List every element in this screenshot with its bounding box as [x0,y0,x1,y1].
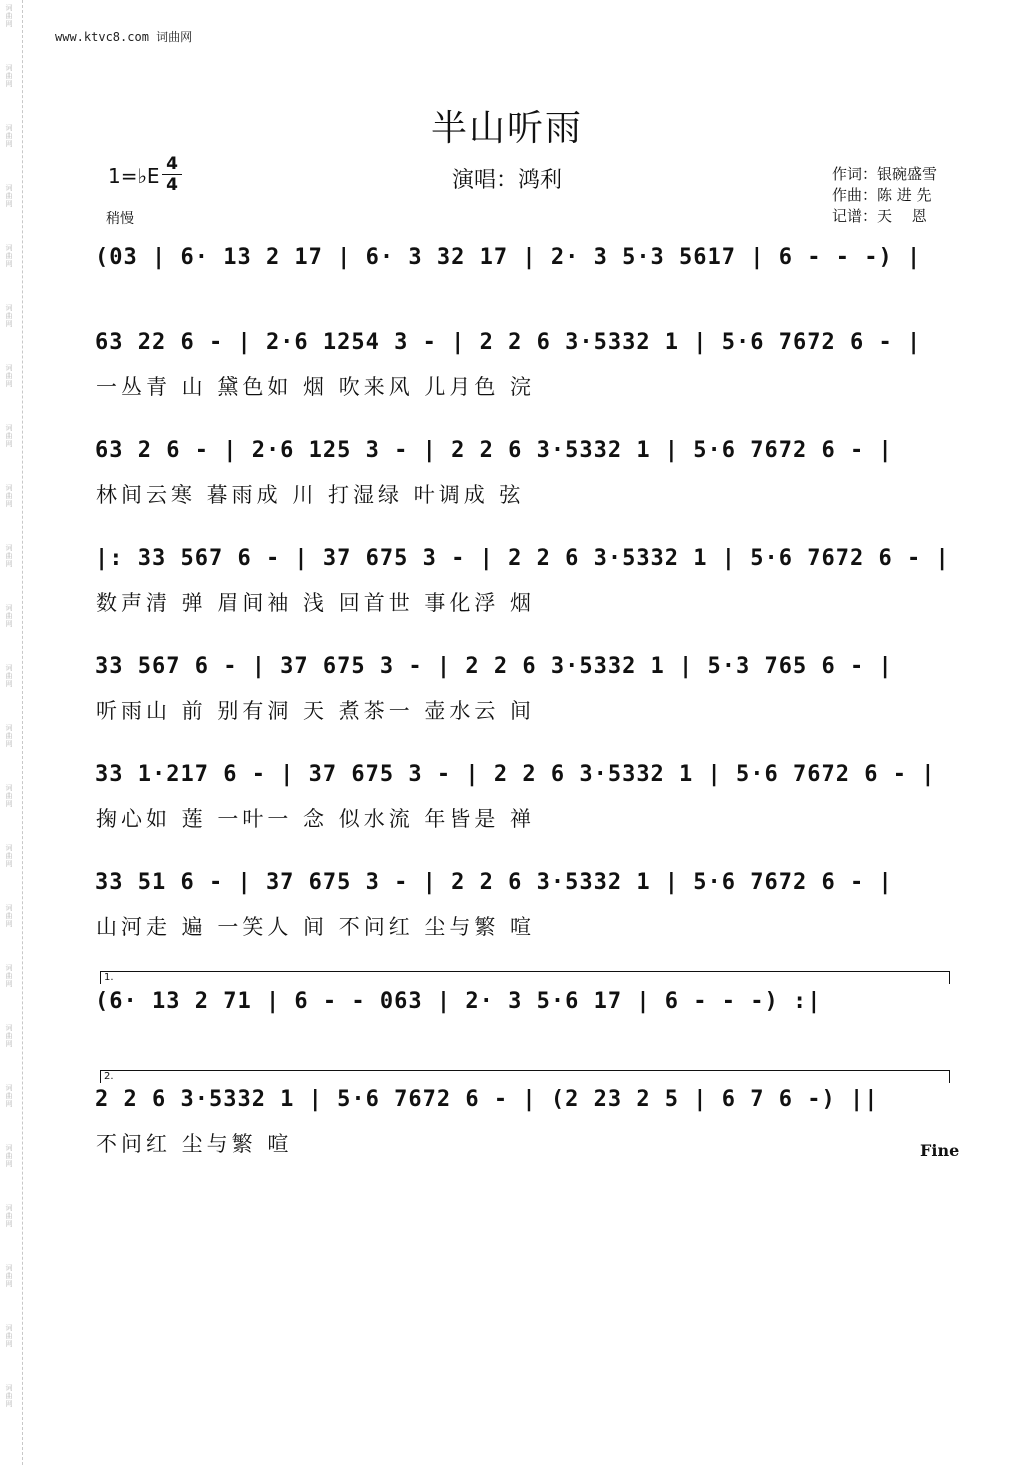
watermark-text: 词 曲 网 [5,4,13,28]
score-line-4: 33 567 6 - | 37 675 3 - | 2 2 6 3·5332 1 | 5·3 765 6 - | [95,654,893,679]
second-ending-bracket [100,1070,950,1083]
watermark-text: 词 曲 网 [5,244,13,268]
singer-label: 演唱：鸿利 [451,168,562,193]
watermark-text: 词 曲 网 [5,724,13,748]
watermark-text: 词 曲 网 [5,304,13,328]
transcriber-credit: 记谱：天 恩 [832,207,927,225]
score-line-6: 33 51 6 - | 37 675 3 - | 2 2 6 3·5332 1 | 5·6 7672 6 - | [95,870,893,895]
time-signature [162,154,182,195]
watermark-text: 词 曲 网 [5,1144,13,1168]
fine-marking: Fine [920,1141,960,1160]
first-ending-label: 1. [104,972,114,983]
first-ending-bracket [100,971,950,984]
score-line-1: 63 22 6 - | 2·6 1254 3 - | 2 2 6 3·5332 1 | 5·6 7672 6 - | [95,330,922,355]
lyricist-credit: 作词：银碗盛雪 [832,165,938,183]
watermark-text: 词 曲 网 [5,544,13,568]
song-title: 半山听雨 [430,108,583,149]
watermark-text: 词 曲 网 [5,1264,13,1288]
watermark-text: 词 曲 网 [5,364,13,388]
lyric-line-4: 听雨山 前 别有洞 天 煮茶一 壶水云 间 [96,699,536,723]
score-second-ending: 2 2 6 3·5332 1 | 5·6 7672 6 - | (2 23 2 5 | 6 7 6 -) || [95,1087,879,1112]
watermark-text: 词 曲 网 [5,424,13,448]
score-intro: (03 | 6· 13 2 17 | 6· 3 32 17 | 2· 3 5·3 5617 | 6 - - -) | [95,245,922,270]
score-line-3: |: 33 567 6 - | 37 675 3 - | 2 2 6 3·5332 1 | 5·6 7672 6 - | [95,546,950,571]
lyric-line-2: 林间云寒 暮雨成 川 打湿绿 叶调成 弦 [96,483,525,507]
watermark-text: 词 曲 网 [5,784,13,808]
watermark-text: 词 曲 网 [5,1324,13,1348]
watermark-text: 词 曲 网 [5,184,13,208]
time-signature-top: 4 [166,154,178,174]
watermark-text: 词 曲 网 [5,1204,13,1228]
score-line-2: 63 2 6 - | 2·6 125 3 - | 2 2 6 3·5332 1 | 5·6 7672 6 - | [95,438,893,463]
lyric-line-3: 数声清 弹 眉间袖 浅 回首世 事化浮 烟 [96,591,536,615]
watermark-text: 词 曲 网 [5,124,13,148]
site-header: www.ktvc8.com 词曲网 [55,30,193,44]
score-first-ending: (6· 13 2 71 | 6 - - 063 | 2· 3 5·6 17 | 6 - - -) :| [95,989,822,1014]
lyric-line-1: 一丛青 山 黛色如 烟 吹来风 儿月色 浣 [96,375,536,399]
credits [832,164,937,227]
composer-credit: 作曲：陈 进 先 [832,186,932,204]
lyric-line-6: 山河走 遍 一笑人 间 不问红 尘与繁 喧 [96,915,536,939]
watermark-text: 词 曲 网 [5,484,13,508]
lyric-line-7: 不问红 尘与繁 喧 [96,1132,293,1156]
watermark-text: 词 曲 网 [5,604,13,628]
key-signature: 1=♭E [108,164,160,188]
watermark-text: 词 曲 网 [5,964,13,988]
watermark-divider [22,0,23,1465]
score-line-5: 33 1·217 6 - | 37 675 3 - | 2 2 6 3·5332 1 | 5·6 7672 6 - | [95,762,936,787]
watermark-text: 词 曲 网 [5,844,13,868]
watermark-text: 词 曲 网 [5,64,13,88]
tempo-marking: 稍慢 [106,211,134,227]
watermark-text: 词 曲 网 [5,1384,13,1408]
watermark-text: 词 曲 网 [5,1084,13,1108]
lyric-line-5: 掬心如 莲 一叶一 念 似水流 年皆是 禅 [96,807,536,831]
watermark-text: 词 曲 网 [5,904,13,928]
watermark-text: 词 曲 网 [5,1024,13,1048]
watermark-text: 词 曲 网 [5,664,13,688]
time-signature-bottom: 4 [162,174,182,195]
second-ending-label: 2. [104,1071,114,1082]
watermark-column [2,0,16,1465]
